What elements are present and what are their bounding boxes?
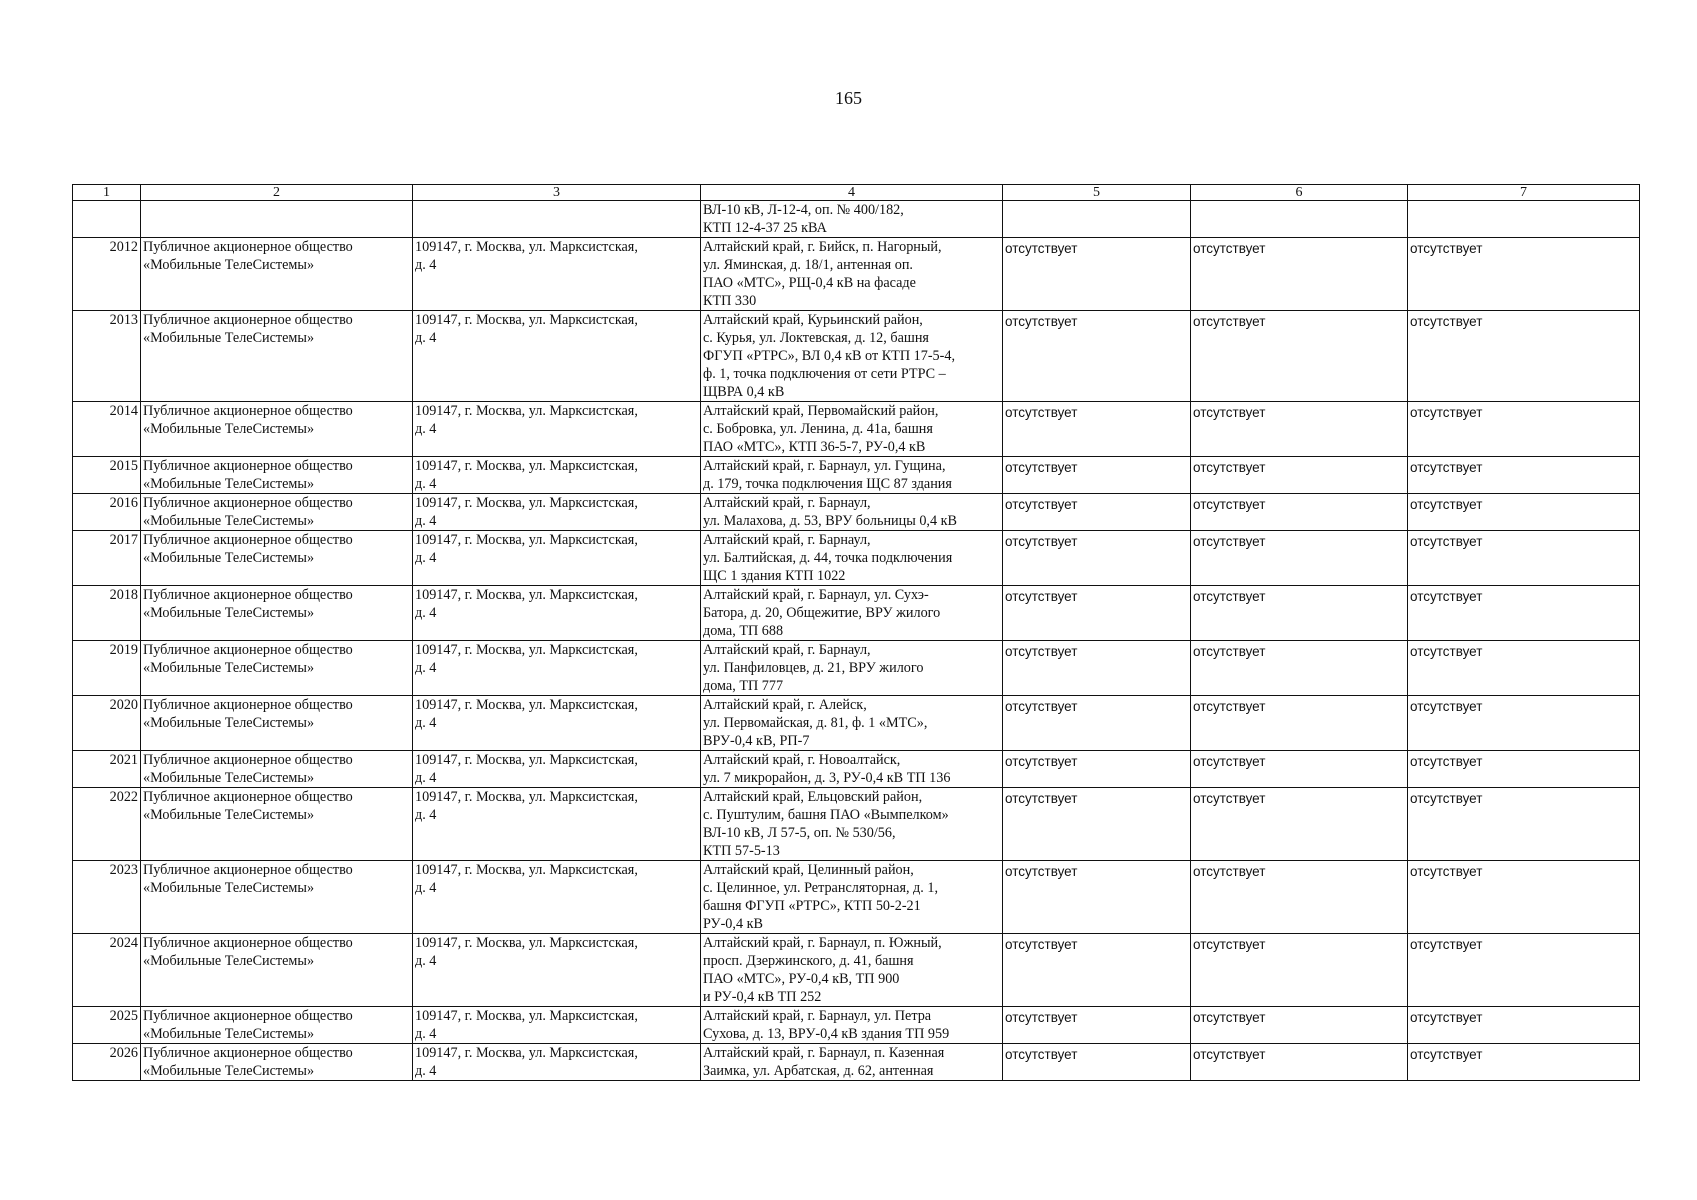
column6-cell: отсутствует <box>1191 641 1408 696</box>
location-cell: Алтайский край, г. Барнаул, ул. Гущина, д. 179, точка подключения ЩС 87 здания <box>701 457 1003 494</box>
column5-cell: отсутствует <box>1003 934 1191 1007</box>
column6-cell: отсутствует <box>1191 751 1408 788</box>
address-cell: 109147, г. Москва, ул. Марксистская, д. 4 <box>413 934 701 1007</box>
organization-cell: Публичное акционерное общество «Мобильные ТелеСистемы» <box>141 1007 413 1044</box>
column7-cell: отсутствует <box>1408 494 1640 531</box>
organization-cell: Публичное акционерное общество «Мобильные ТелеСистемы» <box>141 457 413 494</box>
address-cell: 109147, г. Москва, ул. Марксистская, д. 4 <box>413 696 701 751</box>
row-number-cell: 2022 <box>73 788 141 861</box>
row-number-cell: 2014 <box>73 402 141 457</box>
address-cell: 109147, г. Москва, ул. Марксистская, д. 4 <box>413 586 701 641</box>
organization-cell: Публичное акционерное общество «Мобильные ТелеСистемы» <box>141 696 413 751</box>
column6-cell: отсутствует <box>1191 1007 1408 1044</box>
column7-cell: отсутствует <box>1408 531 1640 586</box>
location-cell: Алтайский край, Курьинский район, с. Курья, ул. Локтевская, д. 12, башня ФГУП «РТРС», ВЛ 0,4 кВ от КТП 17-5-4, ф. 1, точка подключения от сети РТРС – ЩВРА 0,4 кВ <box>701 311 1003 402</box>
column-header: 7 <box>1408 185 1640 201</box>
organization-cell: Публичное акционерное общество «Мобильные ТелеСистемы» <box>141 494 413 531</box>
column7-cell: отсутствует <box>1408 457 1640 494</box>
organization-cell: Публичное акционерное общество «Мобильные ТелеСистемы» <box>141 586 413 641</box>
table-row <box>73 531 1640 586</box>
address-cell: 109147, г. Москва, ул. Марксистская, д. 4 <box>413 861 701 934</box>
location-cell: Алтайский край, г. Барнаул, ул. Малахова, д. 53, ВРУ больницы 0,4 кВ <box>701 494 1003 531</box>
table-row <box>73 402 1640 457</box>
row-number-cell: 2023 <box>73 861 141 934</box>
page-number: 165 <box>835 88 862 108</box>
row-number-cell: 2016 <box>73 494 141 531</box>
organization-cell: Публичное акционерное общество «Мобильные ТелеСистемы» <box>141 238 413 311</box>
column6-cell: отсутствует <box>1191 494 1408 531</box>
location-cell: Алтайский край, г. Барнаул, ул. Сухэ- Батора, д. 20, Общежитие, ВРУ жилого дома, ТП 688 <box>701 586 1003 641</box>
row-number-cell: 2026 <box>73 1044 141 1081</box>
column7-cell: отсутствует <box>1408 1044 1640 1081</box>
column7-cell: отсутствует <box>1408 788 1640 861</box>
organization-cell: Публичное акционерное общество «Мобильные ТелеСистемы» <box>141 751 413 788</box>
column5-cell: отсутствует <box>1003 751 1191 788</box>
table-row <box>73 641 1640 696</box>
column-header: 5 <box>1003 185 1191 201</box>
row-number-cell: 2017 <box>73 531 141 586</box>
column-header: 6 <box>1191 185 1408 201</box>
column7-cell: отсутствует <box>1408 311 1640 402</box>
address-cell: 109147, г. Москва, ул. Марксистская, д. 4 <box>413 1007 701 1044</box>
table-row <box>73 1007 1640 1044</box>
column7-cell: отсутствует <box>1408 934 1640 1007</box>
column5-cell: отсутствует <box>1003 641 1191 696</box>
table-row <box>73 934 1640 1007</box>
address-cell: 109147, г. Москва, ул. Марксистская, д. 4 <box>413 1044 701 1081</box>
address-cell: 109147, г. Москва, ул. Марксистская, д. 4 <box>413 788 701 861</box>
column5-cell: отсутствует <box>1003 586 1191 641</box>
table-row <box>73 1044 1640 1081</box>
column5-cell: отсутствует <box>1003 402 1191 457</box>
column6-cell: отсутствует <box>1191 311 1408 402</box>
column7-cell: отсутствует <box>1408 1007 1640 1044</box>
column-header: 2 <box>141 185 413 201</box>
column5-cell: отсутствует <box>1003 311 1191 402</box>
column5-cell: отсутствует <box>1003 861 1191 934</box>
column5-cell: отсутствует <box>1003 696 1191 751</box>
row-number-cell: 2015 <box>73 457 141 494</box>
address-cell: 109147, г. Москва, ул. Марксистская, д. 4 <box>413 641 701 696</box>
location-cell: Алтайский край, г. Новоалтайск, ул. 7 микрорайон, д. 3, РУ-0,4 кВ ТП 136 <box>701 751 1003 788</box>
organization-cell: Публичное акционерное общество «Мобильные ТелеСистемы» <box>141 641 413 696</box>
column6-cell: отсутствует <box>1191 861 1408 934</box>
column6-cell: отсутствует <box>1191 788 1408 861</box>
address-cell: 109147, г. Москва, ул. Марксистская, д. 4 <box>413 311 701 402</box>
column5-cell: отсутствует <box>1003 457 1191 494</box>
organization-cell: Публичное акционерное общество «Мобильные ТелеСистемы» <box>141 531 413 586</box>
row-number-cell: 2021 <box>73 751 141 788</box>
address-cell: 109147, г. Москва, ул. Марксистская, д. 4 <box>413 457 701 494</box>
column6-cell: отсутствует <box>1191 402 1408 457</box>
column-header: 4 <box>701 185 1003 201</box>
organization-cell: Публичное акционерное общество «Мобильные ТелеСистемы» <box>141 1044 413 1081</box>
table-row <box>73 696 1640 751</box>
location-cell: Алтайский край, г. Барнаул, ул. Панфиловцев, д. 21, ВРУ жилого дома, ТП 777 <box>701 641 1003 696</box>
table-row <box>73 238 1640 311</box>
column5-cell: отсутствует <box>1003 238 1191 311</box>
table-row <box>73 788 1640 861</box>
column6-cell: отсутствует <box>1191 696 1408 751</box>
address-cell: 109147, г. Москва, ул. Марксистская, д. 4 <box>413 402 701 457</box>
address-cell: 109147, г. Москва, ул. Марксистская, д. 4 <box>413 494 701 531</box>
organization-cell: Публичное акционерное общество «Мобильные ТелеСистемы» <box>141 311 413 402</box>
column7-cell: отсутствует <box>1408 586 1640 641</box>
column6-cell: отсутствует <box>1191 238 1408 311</box>
column6-cell: отсутствует <box>1191 457 1408 494</box>
location-cell: Алтайский край, Ельцовский район, с. Пуштулим, башня ПАО «Вымпелком» ВЛ-10 кВ, Л 57-5, оп. № 530/56, КТП 57-5-13 <box>701 788 1003 861</box>
column7-cell: отсутствует <box>1408 696 1640 751</box>
address-cell: 109147, г. Москва, ул. Марксистская, д. 4 <box>413 238 701 311</box>
row-number-cell: 2025 <box>73 1007 141 1044</box>
column7-cell: отсутствует <box>1408 861 1640 934</box>
column-number-row <box>73 185 1640 201</box>
location-cell: Алтайский край, г. Барнаул, ул. Балтийская, д. 44, точка подключения ЩС 1 здания КТП 1022 <box>701 531 1003 586</box>
row-number-cell: 2024 <box>73 934 141 1007</box>
column7-cell: отсутствует <box>1408 751 1640 788</box>
continuation-row <box>73 201 1640 238</box>
table-row <box>73 861 1640 934</box>
table-row <box>73 751 1640 788</box>
organization-cell: Публичное акционерное общество «Мобильные ТелеСистемы» <box>141 861 413 934</box>
row-number-cell: 2018 <box>73 586 141 641</box>
organization-cell: Публичное акционерное общество «Мобильные ТелеСистемы» <box>141 788 413 861</box>
location-cell: Алтайский край, г. Бийск, п. Нагорный, ул. Яминская, д. 18/1, антенная оп. ПАО «МТС», РЩ-0,4 кВ на фасаде КТП 330 <box>701 238 1003 311</box>
row-number-cell: 2012 <box>73 238 141 311</box>
column5-cell: отсутствует <box>1003 531 1191 586</box>
row-number-cell: 2019 <box>73 641 141 696</box>
column7-cell: отсутствует <box>1408 402 1640 457</box>
column6-cell: отсутствует <box>1191 1044 1408 1081</box>
location-cell: Алтайский край, Первомайский район, с. Бобровка, ул. Ленина, д. 41а, башня ПАО «МТС», КТП 36-5-7, РУ-0,4 кВ <box>701 402 1003 457</box>
column5-cell: отсутствует <box>1003 788 1191 861</box>
location-cell: Алтайский край, г. Барнаул, п. Казенная Заимка, ул. Арбатская, д. 62, антенная <box>701 1044 1003 1081</box>
address-cell: 109147, г. Москва, ул. Марксистская, д. 4 <box>413 751 701 788</box>
column6-cell: отсутствует <box>1191 531 1408 586</box>
column5-cell: отсутствует <box>1003 494 1191 531</box>
location-cell: ВЛ-10 кВ, Л-12-4, оп. № 400/182, КТП 12-4-37 25 кВА <box>701 201 1003 238</box>
column5-cell: отсутствует <box>1003 1044 1191 1081</box>
column-header: 1 <box>73 185 141 201</box>
column7-cell: отсутствует <box>1408 641 1640 696</box>
location-cell: Алтайский край, г. Барнаул, ул. Петра Сухова, д. 13, ВРУ-0,4 кВ здания ТП 959 <box>701 1007 1003 1044</box>
column7-cell: отсутствует <box>1408 238 1640 311</box>
registry-table <box>72 184 1640 1081</box>
organization-cell: Публичное акционерное общество «Мобильные ТелеСистемы» <box>141 402 413 457</box>
organization-cell: Публичное акционерное общество «Мобильные ТелеСистемы» <box>141 934 413 1007</box>
column6-cell: отсутствует <box>1191 586 1408 641</box>
location-cell: Алтайский край, Целинный район, с. Целинное, ул. Ретрансляторная, д. 1, башня ФГУП «РТРС», КТП 50-2-21 РУ-0,4 кВ <box>701 861 1003 934</box>
location-cell: Алтайский край, г. Алейск, ул. Первомайская, д. 81, ф. 1 «МТС», ВРУ-0,4 кВ, РП-7 <box>701 696 1003 751</box>
table-row <box>73 586 1640 641</box>
table-row <box>73 457 1640 494</box>
table-row <box>73 311 1640 402</box>
column6-cell: отсутствует <box>1191 934 1408 1007</box>
location-cell: Алтайский край, г. Барнаул, п. Южный, просп. Дзержинского, д. 41, башня ПАО «МТС», РУ-0,4 кВ, ТП 900 и РУ-0,4 кВ ТП 252 <box>701 934 1003 1007</box>
address-cell: 109147, г. Москва, ул. Марксистская, д. 4 <box>413 531 701 586</box>
row-number-cell: 2020 <box>73 696 141 751</box>
column-header: 3 <box>413 185 701 201</box>
column5-cell: отсутствует <box>1003 1007 1191 1044</box>
row-number-cell: 2013 <box>73 311 141 402</box>
table-row <box>73 494 1640 531</box>
